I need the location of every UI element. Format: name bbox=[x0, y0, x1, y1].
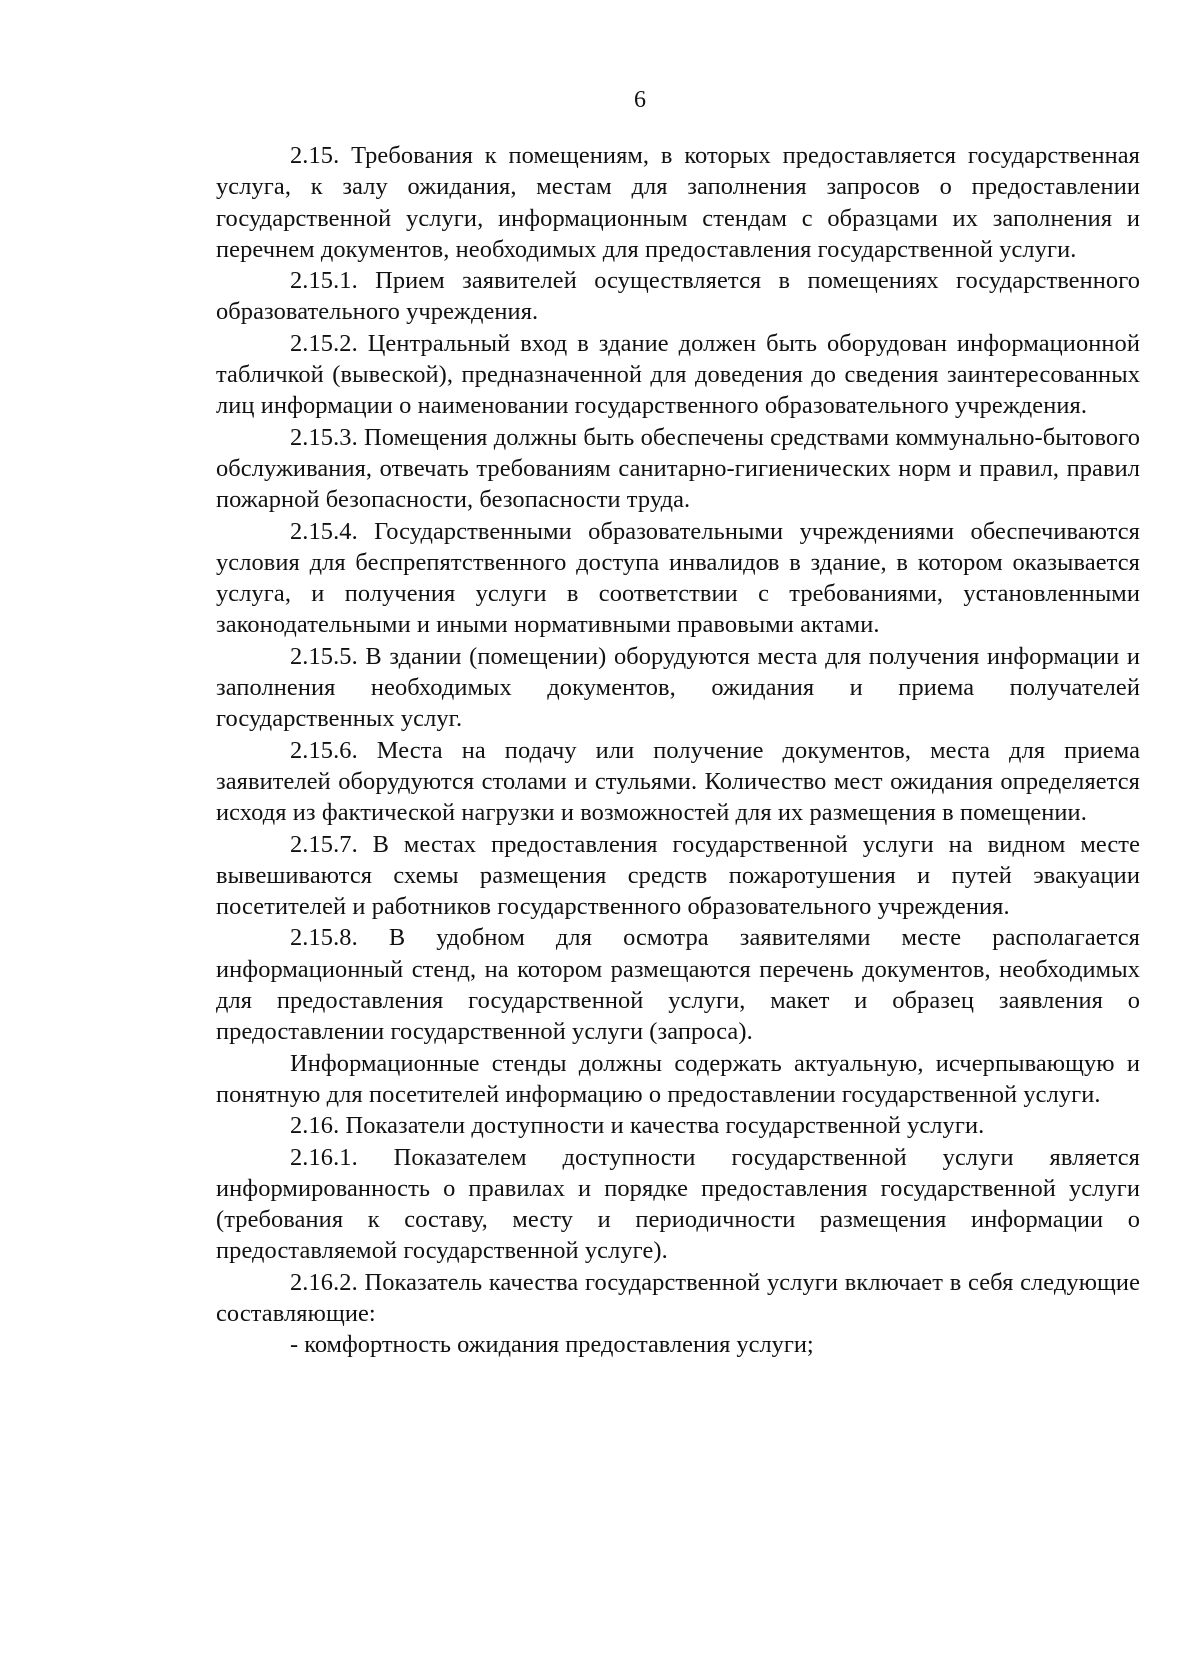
paragraph-2-15-5: 2.15.5. В здании (помещении) оборудуются места для получения информации и заполнения необходимых документов, ожидания и приема получателей государственных услуг. bbox=[216, 642, 1140, 733]
paragraph-2-16-2: 2.16.2. Показатель качества государственной услуги включает в себя следующие составляющие: bbox=[216, 1268, 1140, 1327]
paragraph-2-15: 2.15. Требования к помещениям, в которых предоставляется государственная услуга, к залу ожидания, местам для заполнения запросов о предоставлении государственной услуги, информационным стендам с образцами их заполнения и перечнем документов, необходимых для предоставления государственной услуги. bbox=[216, 142, 1140, 263]
paragraph-2-15-1: 2.15.1. Прием заявителей осуществляется в помещениях государственного образовательного учреждения. bbox=[216, 267, 1140, 326]
paragraph-2-15-6: 2.15.6. Места на подачу или получение документов, места для приема заявителей оборудуются столами и стульями. Количество мест ожидания определяется исходя из фактической нагрузки и возможностей для их размещения в помещении. bbox=[216, 736, 1140, 827]
paragraph-2-15-7: 2.15.7. В местах предоставления государственной услуги на видном месте вывешиваются схемы размещения средств пожаротушения и путей эвакуации посетителей и работников государственного образовательного учреждения. bbox=[216, 830, 1140, 921]
paragraph-2-15-4: 2.15.4. Государственными образовательными учреждениями обеспечиваются условия для беспрепятственного доступа инвалидов в здание, в котором оказывается услуга, и получения услуги в соответствии с требованиями, установленными законодательными и иными нормативными правовыми актами. bbox=[216, 517, 1140, 639]
paragraph-2-16: 2.16. Показатели доступности и качества государственной услуги. bbox=[290, 1112, 985, 1140]
paragraph-2-15-3: 2.15.3. Помещения должны быть обеспечены средствами коммунально-бытового обслуживания, отвечать требованиям санитарно-гигиенических норм и правил, правил пожарной безопасности, безопасности труда. bbox=[216, 423, 1140, 514]
list-item-comfort: - комфортность ожидания предоставления услуги; bbox=[290, 1331, 814, 1359]
page-number: 6 bbox=[634, 87, 646, 113]
paragraph-2-16-1: 2.16.1. Показателем доступности государственной услуги является информированность о правилах и порядке предоставления государственной услуги (требования к составу, месту и периодичности размещения информации о предоставляемой государственной услуге). bbox=[216, 1143, 1140, 1265]
paragraph-2-15-2: 2.15.2. Центральный вход в здание должен быть оборудован информационной табличкой (вывеской), предназначенной для доведения до сведения заинтересованных лиц информации о наименовании государственного образовательного учреждения. bbox=[216, 329, 1140, 420]
paragraph-2-15-8: 2.15.8. В удобном для осмотра заявителями месте располагается информационный стенд, на котором размещаются перечень документов, необходимых для предоставления государственной услуги, макет и образец заявления о предоставлении государственной услуги (запроса). bbox=[216, 924, 1140, 1046]
document-body bbox=[216, 140, 1140, 1361]
paragraph-info-stands: Информационные стенды должны содержать актуальную, исчерпывающую и понятную для посетителей информацию о предоставлении государственной услуги. bbox=[216, 1049, 1140, 1108]
